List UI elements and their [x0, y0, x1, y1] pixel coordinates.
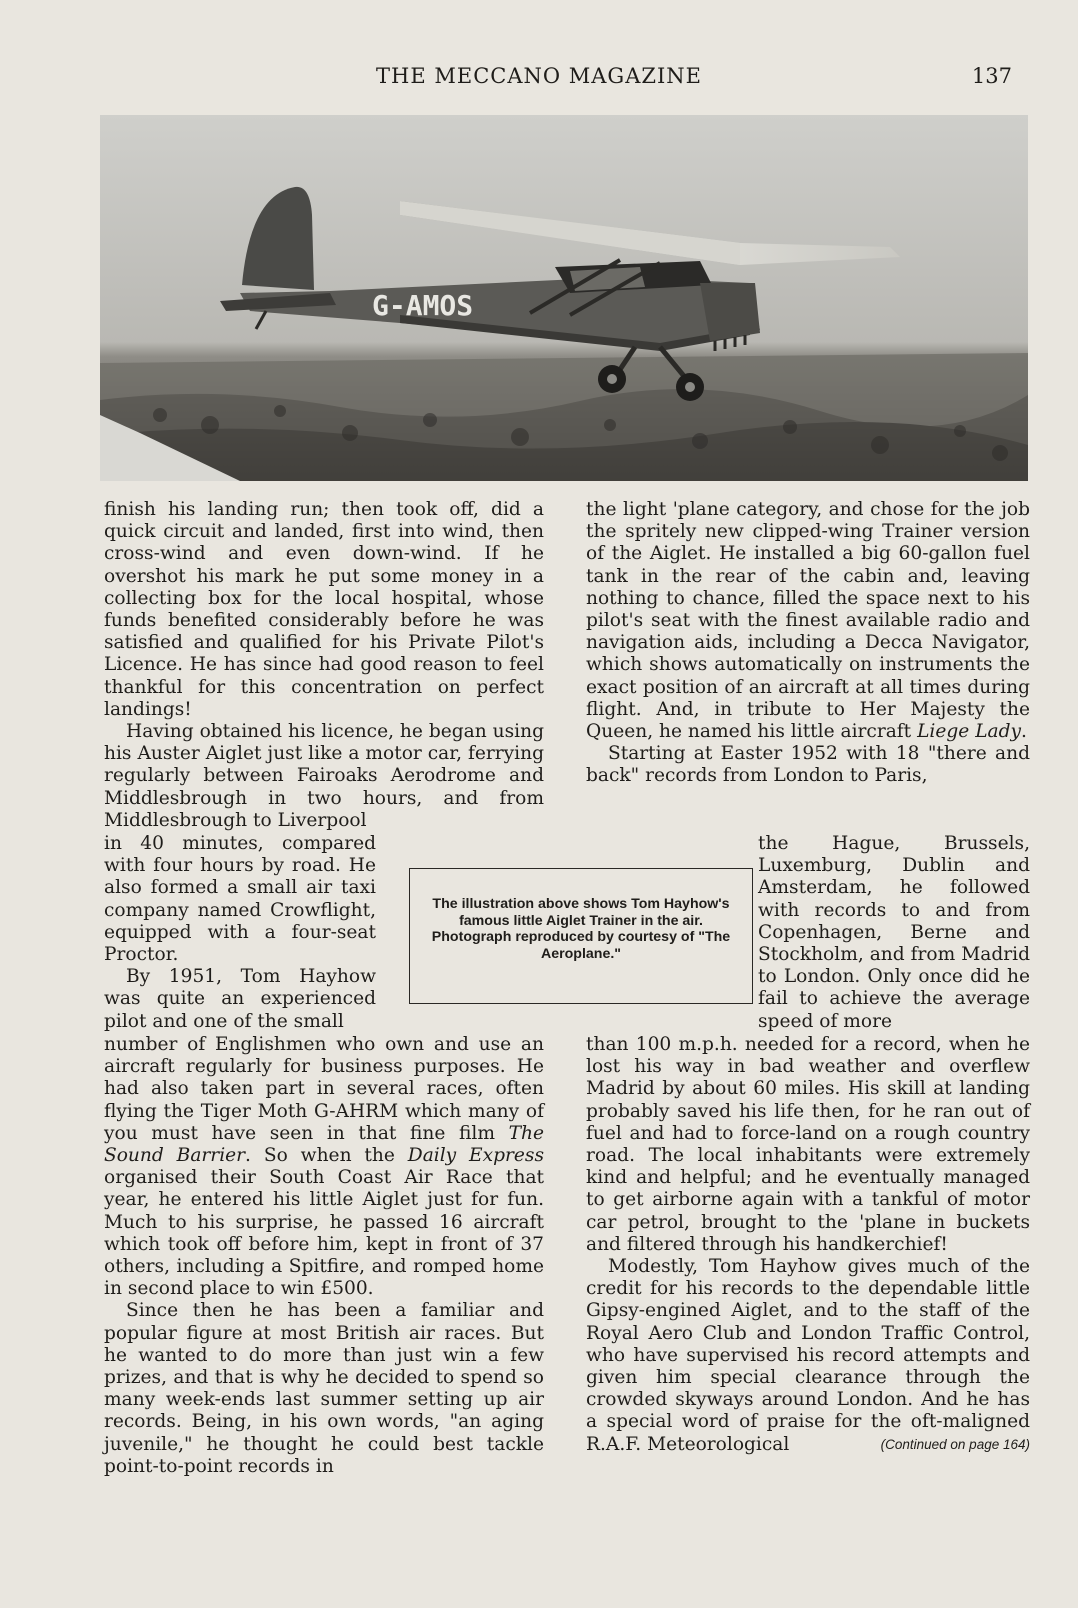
text-run: Modestly, Tom Hayhow gives much of the credit for his records to the dependable little Gipsy-engined Aiglet, and to the staff of the Royal Aero Club and London Traffic Control, who have supervised his record attempts and given him special clearance through the crowded skyways around London. And he has a special word of praise for the oft-maligned R.A.F. Meteorological [586, 1256, 1030, 1455]
left-paragraph-2: Having obtained his licence, he began using his Auster Aiglet just like a motor car, ferrying regularly between Fairoaks Aerodrome and Middlesbrough in two hours, and from Middlesbrough to Liverpool [104, 721, 544, 831]
left-paragraph-1: finish his landing run; then took off, did a quick circuit and landed, first into wind, then cross-wind and even down-wind. If he overshot his mark he put some money in a collecting box for the local hospital, whose funds benefited considerably before he was satisfied and qualified for his Private Pilot's Licence. He has since had good reason to feel thankful for this concentration on perfect landings! [104, 499, 544, 720]
aircraft-photo [100, 115, 1028, 481]
right-paragraph-3 [586, 1256, 1030, 1456]
text-run: organised their South Coast Air Race that year, he entered his little Aiglet just for fun. Much to his surprise, he passed 16 aircraft which took off before him, kept in front of 37 others, including a Spitfire, and romped home in second place to win £500. [104, 1167, 544, 1300]
film-title: The Sound Barrier [104, 1122, 544, 1167]
text-run: number of Englishmen who own and use an aircraft regularly for business purposes. He had also taken part in several races, often flying the Tiger Moth G-AHRM which many of you must have seen in that fine film [104, 1034, 544, 1144]
aircraft-illustration [100, 115, 1028, 481]
left-paragraph-4: Since then he has been a familiar and popular figure at most British air races. But he wanted to do more than just win a few prizes, and that is why he decided to spend so many week-ends last summer setting up air records. Being, in his own words, "an aging juvenile," he thought he could best tackle point-to-point records in [104, 1300, 544, 1477]
text-run: . [1021, 721, 1027, 743]
magazine-title: THE MECCANO MAGAZINE [376, 64, 702, 88]
right-column-narrow [758, 833, 1030, 1033]
page-number: 137 [971, 64, 1012, 88]
left-column-top [104, 499, 544, 832]
left-paragraph-3-continued [104, 1034, 544, 1300]
photo-caption-box [409, 868, 753, 1004]
left-paragraph-2-continued: in 40 minutes, compared with four hours by road. He also formed a small air taxi company named Crowflight, equipped with a four-seat Proctor. [104, 833, 376, 966]
right-paragraph-2-continued: the Hague, Brussels, Luxemburg, Dublin and Amsterdam, he followed with records to and from Copenhagen, Berne and Stockholm, and from Madrid to London. Only once did he fail to achieve the average speed of more [758, 833, 1030, 1032]
text-run: the light 'plane category, and chose for the job the spritely new clipped-wing Trainer version of the Aiglet. He installed a big 60-gallon fuel tank in the rear of the cabin and, leaving nothing to chance, filled the space next to his pilot's seat with the finest available radio and navigation aids, including a Decca Navigator, which shows automatically on instruments the exact position of an aircraft at all times during flight. And, in tribute to Her Majesty the Queen, he named his little aircraft [586, 499, 1030, 743]
page-header [0, 62, 1078, 92]
left-paragraph-3: By 1951, Tom Hayhow was quite an experienced pilot and one of the small [104, 966, 376, 1032]
right-column-bottom [586, 1034, 1030, 1456]
aircraft-name: Liege Lady [917, 721, 1022, 743]
text-run: . So when the [245, 1145, 408, 1167]
photo-caption: The illustration above shows Tom Hayhow's famous little Aiglet Trainer in the air. Photograph reproduced by courtesy of "The Aeroplane." [431, 896, 731, 962]
right-paragraph-2-end: than 100 m.p.h. needed for a record, when he lost his way in bad weather and overflew Madrid by about 60 miles. His skill at landing probably saved his life then, for he ran out of fuel and had to force-land on a rough country road. The local inhabitants were extremely kind and helpful; and he eventually managed to get airborne again with a tankful of motor car petrol, brought to the 'plane in buckets and filtered through his handkerchief! [586, 1034, 1030, 1255]
right-column-top [586, 499, 1030, 788]
right-paragraph-1 [586, 499, 1030, 743]
right-paragraph-2: Starting at Easter 1952 with 18 "there and back" records from London to Paris, [586, 743, 1030, 787]
left-column-narrow [104, 833, 376, 1033]
continued-note: (Continued on page 164) [880, 1436, 1030, 1452]
left-column-bottom [104, 1034, 544, 1478]
newspaper-title: Daily Express [407, 1145, 544, 1167]
aircraft-registration: G-AMOS [372, 289, 474, 322]
